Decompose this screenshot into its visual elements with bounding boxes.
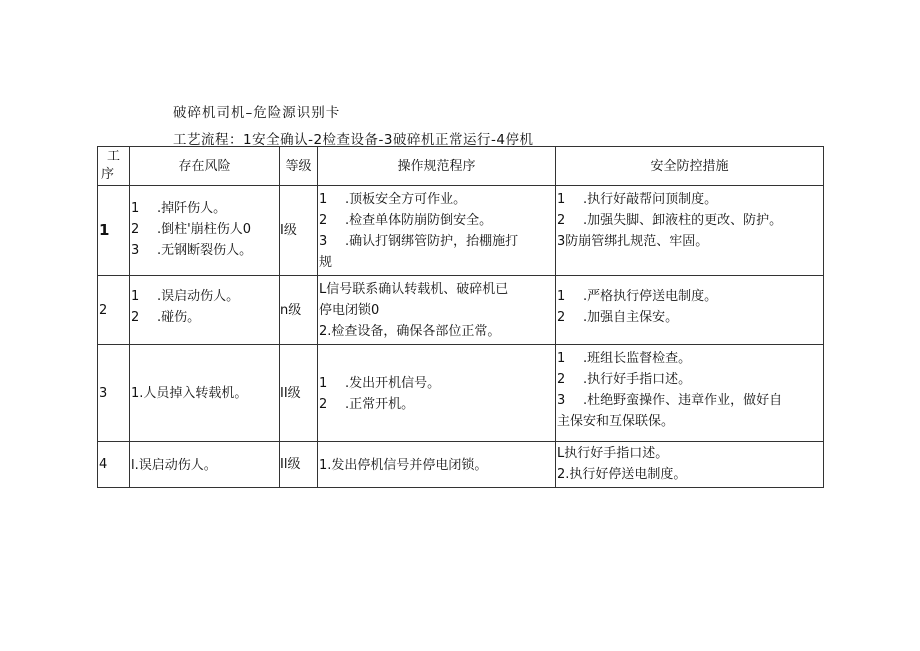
list-item-continuation: 主保安和互保联保。 xyxy=(557,414,675,429)
risk-cell xyxy=(130,276,280,345)
measures-cell xyxy=(556,345,824,442)
risk-text: l.误启动伤人。 xyxy=(131,457,217,473)
procedure-cell xyxy=(318,186,556,276)
step-number: 1 xyxy=(98,186,130,276)
header-measures: 安全防控措施 xyxy=(556,147,824,186)
header-level: 等级 xyxy=(280,147,318,186)
list-item: 2 .检查单体防崩防倒安全。 xyxy=(319,213,493,228)
procedure-cell xyxy=(318,345,556,442)
list-item-continuation: 规 xyxy=(319,255,333,270)
table-header-row xyxy=(98,147,824,186)
table-row xyxy=(98,345,824,442)
table-row xyxy=(98,276,824,345)
step-number: 3 xyxy=(98,345,130,442)
list-item: 1 .严格执行停送电制度。 xyxy=(557,289,718,304)
list-item: 2 .倒柱'崩柱伤人0 xyxy=(131,222,251,237)
list-item: 1 .顶板安全方可作业。 xyxy=(319,192,467,207)
level-cell: Il级 xyxy=(280,442,318,488)
risk-cell xyxy=(130,186,280,276)
list-item: 3防崩管绑扎规范、牢固。 xyxy=(557,234,709,249)
header-risk: 存在风险 xyxy=(130,147,280,186)
measure-line: 2.执行好停送电制度。 xyxy=(557,467,687,482)
list-item: 2 .碰伤。 xyxy=(131,310,201,325)
list-item: 2 .正常开机。 xyxy=(319,396,415,412)
table-row xyxy=(98,442,824,488)
level-cell: II级 xyxy=(280,345,318,442)
procedure-text: 1.发出停机信号并停电闭锁。 xyxy=(319,457,488,473)
list-item: 1 .班组长监督检查。 xyxy=(557,351,692,366)
risk-cell xyxy=(130,442,280,488)
list-item: 1 .误启动伤人。 xyxy=(131,289,240,304)
process-flow: 工艺流程：1安全确认-2检查设备-3破碎机正常运行-4停机 xyxy=(173,132,534,148)
list-item: 1 .执行好敲帮问顶制度。 xyxy=(557,192,718,207)
measures-cell xyxy=(556,186,824,276)
step-number: 2 xyxy=(98,276,130,345)
list-item: 1 .发出开机信号。 xyxy=(319,375,441,391)
list-item: 3 .无钢断裂伤人。 xyxy=(131,243,253,258)
list-item: 1 .掉阡伤人。 xyxy=(131,201,227,216)
list-item: 2 .加强失脚、卸液柱的更改、防护。 xyxy=(557,213,783,228)
measures-cell xyxy=(556,442,824,488)
table-row xyxy=(98,186,824,276)
measure-line: L执行好手指口述。 xyxy=(557,446,669,461)
procedure-line: 停电闭锁0 xyxy=(319,303,380,318)
procedure-cell xyxy=(318,276,556,345)
header-procedure: 操作规范程序 xyxy=(318,147,556,186)
header-step-line2: 序 xyxy=(101,167,115,182)
header-step xyxy=(98,147,130,186)
step-number: 4 xyxy=(98,442,130,488)
procedure-line: L信号联系确认转载机、破碎机已 xyxy=(319,282,509,297)
measures-cell xyxy=(556,276,824,345)
risk-cell xyxy=(130,345,280,442)
procedure-line: 2.检查设备，确保各部位正常。 xyxy=(319,324,501,339)
list-item: 3 .确认打钢绑管防护，抬棚施打 xyxy=(319,234,519,249)
document-title: 破碎机司机–危险源识别卡 xyxy=(173,105,341,121)
hazard-table xyxy=(97,146,824,488)
header-step-line1: 工 xyxy=(106,149,120,164)
risk-text: 1.人员掉入转载机。 xyxy=(131,386,248,401)
list-item: 3 .杜绝野蛮操作、违章作业，做好自 xyxy=(557,393,783,408)
list-item: 2 .加强自主保安。 xyxy=(557,310,679,325)
list-item: 2 .执行好手指口述。 xyxy=(557,372,692,387)
level-cell: I级 xyxy=(280,186,318,276)
level-cell: n级 xyxy=(280,276,318,345)
procedure-cell xyxy=(318,442,556,488)
